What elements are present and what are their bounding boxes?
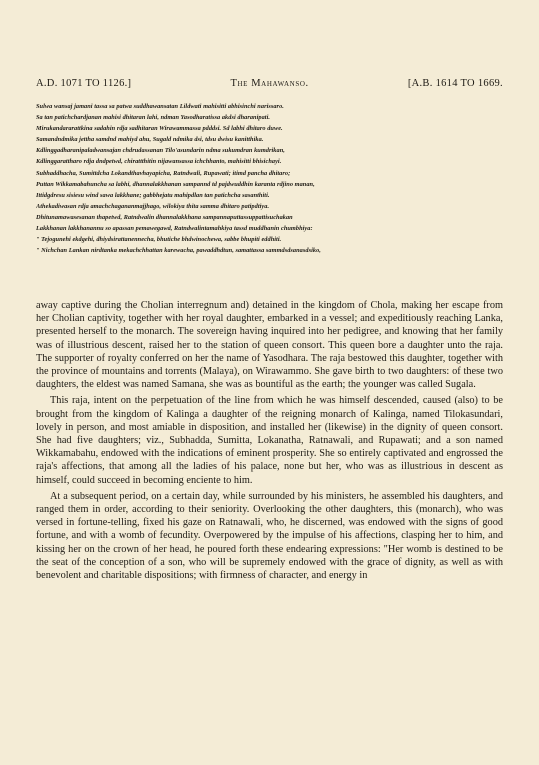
running-header — [36, 78, 503, 89]
english-translation — [36, 299, 503, 585]
pali-text-block — [36, 101, 503, 256]
pali-line: Samandndmika jettha samdnd mahiyd ahu, Sugald ndmika dsi, tdsu dwisu kanitthika. — [36, 136, 264, 144]
paragraph: away captive during the Cholian interregnum and) detained in the kingdom of Chola, making her escape from her Cholian captivity, together with her royal daughter, embarked in a vessel; and expeditiously reaching Lanka, presented herself to the monarch. The sovereign having inquired into her pedigree, and knowing that her family was of illustrious descent, raised her to the station of queen consort. This queen bore a daughter unto the raja. The supporter of royalty conferred on her the name of Yasodhara. The raja bestowed this daughter, together with the province of mountains and torrents (Malaya), on Wirawammo. She gave birth to two daughters: of these two daughters, the eldest was named Samana, she was as bountiful as the earth; the younger was called Sugala. — [36, 300, 503, 391]
pali-line: Subhaddhacha, Sumittdcha Lokandthavhayapicha, Ratndwali, Rupawati; itimd pancha dhitaro; — [36, 169, 291, 177]
pali-line: Kdlinggadharanipaladwansajan chdrudassanan Tilo'asundarin ndma sukumdran kumdrikan, — [36, 147, 285, 155]
header-title: The Mahawanso. — [230, 78, 309, 89]
paragraph: This raja, intent on the perpetuation of the line from which he was himself descended, caused (also) to be brought from the kingdom of Kalinga a daughter of the reigning monarch of Kalinga, named Tilokasundari, lovely in person, and most amiable in disposition, and installed her (likewise) in the dignity of queen consort. She had five daughters; viz., Subhadda, Sumitta, Lokanatha, Ratnawali, and Rupawati; and a son named Wikkamabahu, endowed with the indications of eminent prosperity. She so entirely captivated and engrossed the raja's affections, that among all the ladies of his palace, none but her, who was as illustrious in descent as himself, could succeed in becoming enciente to him. — [36, 395, 503, 486]
pali-line: Kdlinggarattharo rdja dndpetwd, chirattthitin nijawansassa ichchhanto, mahisitti bhisichayi. — [36, 158, 282, 166]
pali-line: Sa tan patichchardjanan mahisi dhitaran lahi, ndman Yasodharatissa akdsi dharanipati. — [36, 114, 270, 122]
paragraph: At a subsequent period, on a certain day, while surrounded by his ministers, he assembled his daughters, and ranged them in order, according to their seniority. Overlooking the other daughters, this (monarch), who was versed in fortune-telling, fixed his gaze on Ratnawali, who, he discerned, was endowed with the signs of good fortune, and with a womb of fecundity. Overpowered by the impulse of his affections, clasping her to him, and kissing her on the crown of her head, he poured forth these endearing expressions: "Her womb is destined to be the seat of the conception of a son, who will be supremely endowed with the grace of dignity, as well as with benevolent and charitable dispositions; with firmness of character, and energy in — [36, 490, 503, 582]
pali-line: " Tejogunehi ekdgehi, dhiydsirattanennecha, bhutiche bhdwinochewa, sabbe bhupiti eddhiti. — [36, 236, 282, 244]
pali-line: Lakkhanan lakkhanannu so apassan pemawegawd, Ratndwalintamahkiya tassd muddhanin chumbhiya: — [36, 225, 313, 233]
pali-line: Mirukandararattkina sadahin rdja sadhitaran Wirawammassa pdddsi. Sd labhi dhitaro duwe. — [36, 125, 283, 133]
header-right-dates: [A.B. 1614 TO 1669. — [407, 78, 503, 89]
pali-line: Puttan Wikkamabahuncha sa labhi, dhannalakkhanan sampannd td pajdwuddhin karanta rdjino manan, — [36, 180, 315, 188]
header-left-dates: A.D. 1071 TO 1126.] — [36, 78, 132, 89]
pali-line: Athekadiwasan rdja amachchagananmajjhago, wilokiya thita samma dhitaro patipdtiya. — [36, 202, 270, 210]
pali-line: " Nichchan Lankan nirdtanka mekachchhattan karewacha, pawaddhdtun, samattassa sammdsdsanasdsiko, — [36, 247, 321, 255]
pali-line: Ittidgdresu sisiesu wind sawa lakkhane; gabbhejatu mahipdlan tan patichcha sasanthiti. — [36, 191, 270, 199]
pali-line: Dhitunamawasesanan thapetwd, Ratndwalin dhannalakkhana sampannaputtassuppattisuchakan — [36, 213, 293, 221]
pali-line: Sulwa wansaj jamani tassa sa patwa suddhawansatan Lildwati mahisitti abhisinchi narissaro. — [36, 103, 284, 110]
